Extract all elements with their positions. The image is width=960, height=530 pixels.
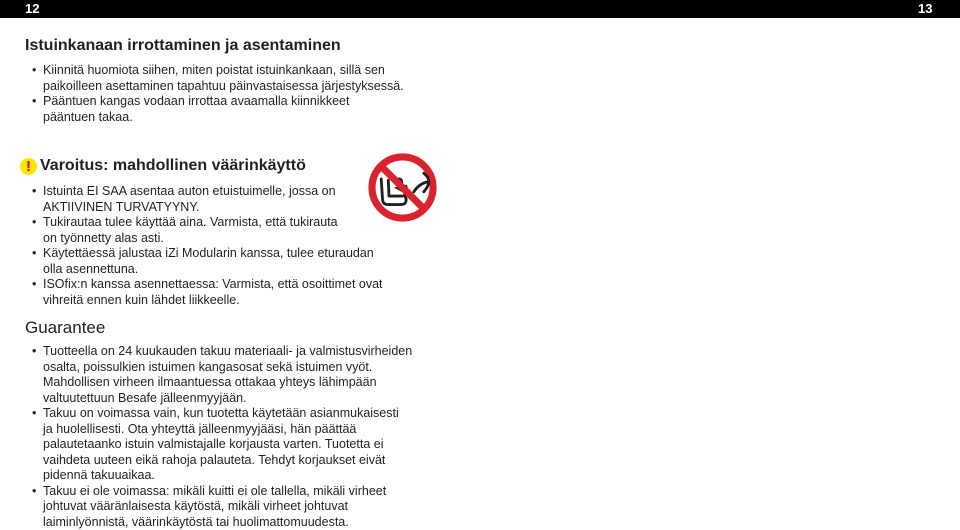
top-bar [0,0,960,18]
bullet-marker: • [32,215,36,231]
bullet-marker: • [32,344,36,360]
bullet-marker: • [32,484,36,500]
bullet-line: Mahdollisen virheen ilmaantuessa ottakaa yhteys lähimpään [43,375,412,391]
no-airbag-prohibition-icon [367,152,438,223]
bullet-marker: • [32,94,36,110]
bullet-line: johtuvat vääränlaisesta käytöstä, mikäli virheet johtuvat [43,499,412,515]
bullet-line: Tukirautaa tulee käyttää aina. Varmista, että tukirauta [43,215,383,231]
bullet-line: Istuinta EI SAA asentaa auton etuistuimelle, jossa on [43,184,383,200]
bullet-line: ISOfix:n kanssa asennettaessa: Varmista, että osoittimet ovat [43,277,383,293]
bullet-item [32,215,383,246]
warning-list [32,184,383,308]
bullet-line: Takuu ei ole voimassa: mikäli kuitti ei ole tallella, mikäli virheet [43,484,412,500]
bullet-item [32,406,412,484]
bullet-line: paikoilleen asettaminen tapahtuu päinvastaisessa järjestyksessä. [43,79,404,95]
bullet-item [32,184,383,215]
guarantee-list [32,344,412,530]
bullet-marker: • [32,184,36,200]
bullet-line: vihreitä ennen kuin lähdet liikkeelle. [43,293,383,309]
bullet-line: laiminlyönnistä, väärinkäytöstä tai huolimattomuudesta. [43,515,412,530]
bullet-line: Takuu on voimassa vain, kun tuotetta käytetään asianmukaisesti [43,406,412,422]
bullet-line: Pääntuen kangas vodaan irrottaa avaamalla kiinnikkeet [43,94,404,110]
bullet-line: palautetaanko istuin valmistajalle korjausta varten. Tuotetta ei [43,437,412,453]
removal-heading: Istuinkanaan irrottaminen ja asentaminen [25,37,341,55]
bullet-marker: • [32,63,36,79]
bullet-line: Tuotteella on 24 kuukauden takuu materiaali- ja valmistusvirheiden [43,344,412,360]
bullet-item [32,63,404,94]
warning-heading [20,157,306,175]
bullet-item [32,277,383,308]
removal-list [32,63,404,125]
page-number-left: 12 [25,0,39,17]
bullet-marker: • [32,277,36,293]
bullet-line: pääntuen takaa. [43,110,404,126]
bullet-line: vaihdeta uuteen eikä rahoja palauteta. Tehdyt korjaukset eivät [43,453,412,469]
warning-exclamation-icon: ! [20,158,37,175]
bullet-item [32,484,412,530]
bullet-item [32,344,412,406]
warning-title: Varoitus: mahdollinen väärinkäyttö [40,157,306,175]
bullet-line: valtuutettuun Besafe jälleenmyyjään. [43,391,412,407]
bullet-line: on työnnetty alas asti. [43,231,383,247]
bullet-line: pidennä takuuaikaa. [43,468,412,484]
bullet-item [32,246,383,277]
bullet-line: ja huolellisesti. Ota yhteyttä jälleenmyyjääsi, hän päättää [43,422,412,438]
bullet-marker: • [32,246,36,262]
bullet-line: Kiinnitä huomiota siihen, miten poistat istuinkankaan, sillä sen [43,63,404,79]
page-number-right: 13 [918,0,932,17]
bullet-item [32,94,404,125]
bullet-line: osalta, poissulkien istuimen kangasosat sekä istuimen vyöt. [43,360,412,376]
guarantee-heading: Guarantee [25,318,105,338]
bullet-line: olla asennettuna. [43,262,383,278]
bullet-line: Käytettäessä jalustaa iZi Modularin kanssa, tulee eturaudan [43,246,383,262]
bullet-marker: • [32,406,36,422]
bullet-line: AKTIIVINEN TURVATYYNY. [43,200,383,216]
